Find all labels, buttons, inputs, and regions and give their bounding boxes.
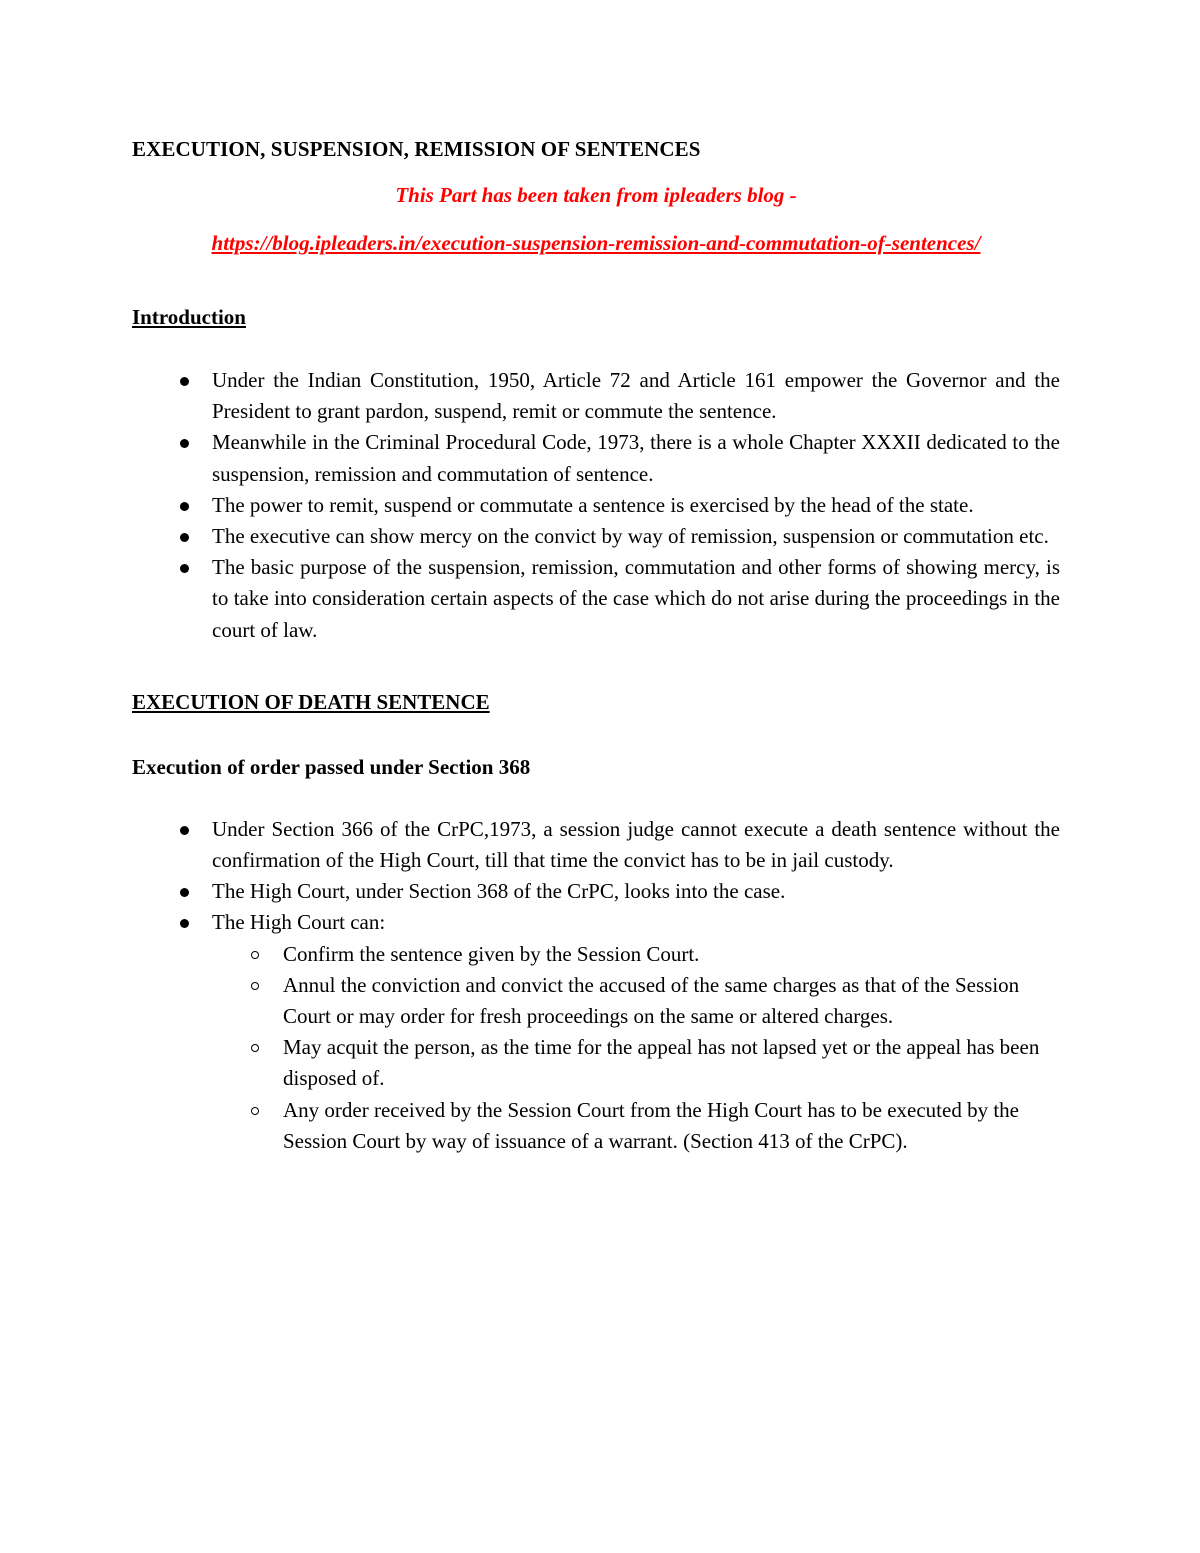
list-item bbox=[132, 427, 1060, 489]
bullet-icon bbox=[180, 377, 189, 386]
high-court-options-list bbox=[132, 939, 1060, 1157]
bullet-icon bbox=[180, 826, 189, 835]
document-content bbox=[132, 134, 1060, 1157]
list-item-text: The executive can show mercy on the convict by way of remission, suspension or commutation etc. bbox=[212, 524, 1049, 549]
document-title: EXECUTION, SUSPENSION, REMISSION OF SENTENCES bbox=[132, 137, 701, 161]
bullet-icon bbox=[180, 919, 189, 928]
section-368-subheading: Execution of order passed under Section 368 bbox=[132, 754, 531, 779]
sub-list-item-text: Any order received by the Session Court from the High Court has to be executed by the Session Court by way of issuance of a warrant. (Section 413 of the CrPC). bbox=[283, 1097, 1019, 1153]
list-item bbox=[132, 876, 1060, 907]
list-item bbox=[132, 490, 1060, 521]
list-item-text: The power to remit, suspend or commutate a sentence is exercised by the head of the state. bbox=[212, 492, 974, 517]
bullet-icon bbox=[180, 564, 189, 573]
hollow-bullet-icon bbox=[251, 1044, 259, 1052]
sub-list-item bbox=[132, 939, 1060, 970]
death-sentence-list bbox=[132, 814, 1060, 939]
sub-list-item bbox=[132, 1095, 1060, 1157]
sub-list-item-text: May acquit the person, as the time for the appeal has not lapsed yet or the appeal has been disposed of. bbox=[283, 1035, 1040, 1091]
list-item-text: Under Section 366 of the CrPC,1973, a session judge cannot execute a death sentence without the confirmation of the High Court, till that time the convict has to be in jail custody. bbox=[212, 816, 1060, 873]
sub-list-item bbox=[132, 1032, 1060, 1094]
bullet-icon bbox=[180, 888, 189, 897]
list-item-text: The High Court can: bbox=[212, 910, 386, 935]
list-item-text: The High Court, under Section 368 of the CrPC, looks into the case. bbox=[212, 879, 786, 904]
hollow-bullet-icon bbox=[251, 1107, 259, 1115]
list-item-text: The basic purpose of the suspension, remission, commutation and other forms of showing mercy, is to take into consideration certain aspects of the case which do not arise during the proceedings in the court of law. bbox=[212, 555, 1060, 642]
bullet-icon bbox=[180, 502, 189, 511]
list-item bbox=[132, 365, 1060, 427]
source-link-line bbox=[132, 228, 1060, 258]
hollow-bullet-icon bbox=[251, 951, 259, 959]
introduction-list bbox=[132, 365, 1060, 646]
list-item bbox=[132, 521, 1060, 552]
list-item-text: Under the Indian Constitution, 1950, Article 72 and Article 161 empower the Governor and the President to grant pardon, suspend, remit or commute the sentence. bbox=[212, 368, 1060, 424]
list-item-text: Meanwhile in the Criminal Procedural Code, 1973, there is a whole Chapter XXXII dedicated to the suspension, remission and commutation of sentence. bbox=[212, 430, 1060, 486]
hollow-bullet-icon bbox=[251, 982, 259, 990]
bullet-icon bbox=[180, 533, 189, 542]
list-item bbox=[132, 552, 1060, 646]
list-item bbox=[132, 814, 1060, 876]
bullet-icon bbox=[180, 439, 189, 448]
sub-list-item-text: Confirm the sentence given by the Session Court. bbox=[283, 941, 700, 966]
list-item bbox=[132, 907, 1060, 938]
source-note: This Part has been taken from ipleaders blog - bbox=[395, 183, 797, 207]
source-link[interactable]: https://blog.ipleaders.in/execution-suspension-remission-and-commutation-of-sentences/ bbox=[211, 231, 981, 255]
sub-list-item bbox=[132, 970, 1060, 1032]
introduction-heading: Introduction bbox=[132, 305, 246, 329]
sub-list-item-text: Annul the conviction and convict the accused of the same charges as that of the Session Court or may order for fresh proceedings on the same or altered charges. bbox=[283, 972, 1020, 1029]
death-sentence-heading: EXECUTION OF DEATH SENTENCE bbox=[132, 689, 490, 714]
